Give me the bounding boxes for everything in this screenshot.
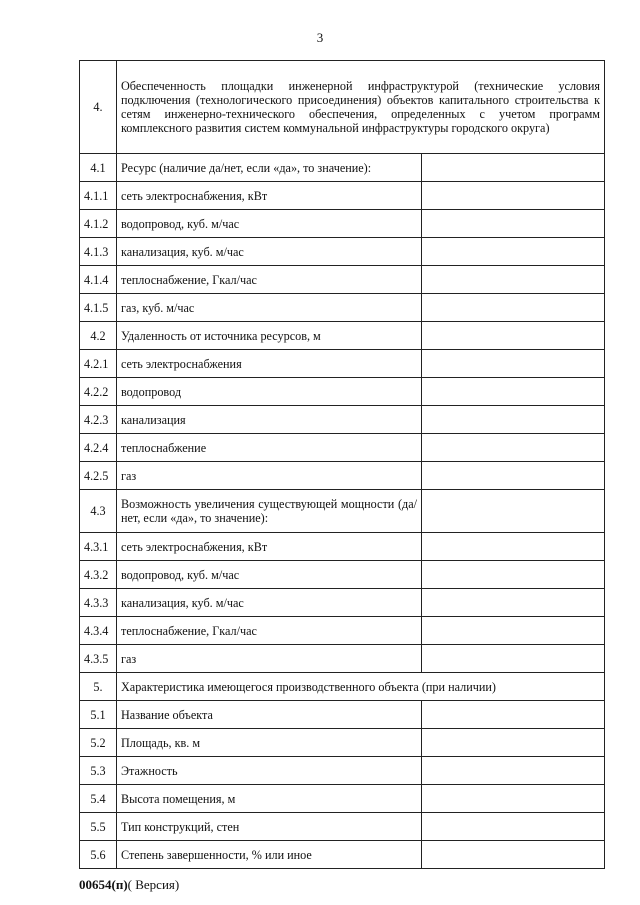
row-text: Тип конструкций, стен xyxy=(117,813,422,841)
row-text: теплоснабжение, Гкал/час xyxy=(117,266,422,294)
table-row xyxy=(80,785,605,813)
row-text: Название объекта xyxy=(117,701,422,729)
table-row xyxy=(80,617,605,645)
row-text: сеть электроснабжения xyxy=(117,350,422,378)
value-cell xyxy=(422,462,605,490)
infrastructure-table xyxy=(79,60,605,869)
table-row xyxy=(80,61,605,154)
table-row xyxy=(80,701,605,729)
table-row xyxy=(80,434,605,462)
row-text: водопровод xyxy=(117,378,422,406)
table-row xyxy=(80,841,605,869)
table-row xyxy=(80,350,605,378)
row-number: 4.3 xyxy=(80,490,117,533)
value-cell xyxy=(422,490,605,533)
value-cell xyxy=(422,322,605,350)
row-text: Площадь, кв. м xyxy=(117,729,422,757)
row-number: 4.3.5 xyxy=(80,645,117,673)
row-number: 4.2 xyxy=(80,322,117,350)
version-label: ( Версия) xyxy=(127,877,180,892)
row-number: 5.2 xyxy=(80,729,117,757)
row-number: 4.3.3 xyxy=(80,589,117,617)
value-cell xyxy=(422,701,605,729)
value-cell xyxy=(422,182,605,210)
row-text: Высота помещения, м xyxy=(117,785,422,813)
row-number: 4.1.1 xyxy=(80,182,117,210)
value-cell xyxy=(422,533,605,561)
value-cell xyxy=(422,266,605,294)
value-cell xyxy=(422,645,605,673)
table-row xyxy=(80,406,605,434)
row-number: 4.2.1 xyxy=(80,350,117,378)
row-text: газ, куб. м/час xyxy=(117,294,422,322)
row-number: 4.2.3 xyxy=(80,406,117,434)
row-number: 5.1 xyxy=(80,701,117,729)
row-text: Ресурс (наличие да/нет, если «да», то значение): xyxy=(117,154,422,182)
table-row xyxy=(80,154,605,182)
value-cell xyxy=(422,757,605,785)
value-cell xyxy=(422,785,605,813)
row-number: 4.1.3 xyxy=(80,238,117,266)
table-row xyxy=(80,266,605,294)
table-row xyxy=(80,210,605,238)
table-row xyxy=(80,238,605,266)
value-cell xyxy=(422,238,605,266)
table-row xyxy=(80,533,605,561)
row-number: 4. xyxy=(80,61,117,154)
row-text: водопровод, куб. м/час xyxy=(117,561,422,589)
value-cell xyxy=(422,378,605,406)
row-text: сеть электроснабжения, кВт xyxy=(117,533,422,561)
row-number: 4.2.2 xyxy=(80,378,117,406)
table-row xyxy=(80,589,605,617)
row-number: 5.4 xyxy=(80,785,117,813)
table-row xyxy=(80,490,605,533)
row-text: водопровод, куб. м/час xyxy=(117,210,422,238)
row-text: газ xyxy=(117,462,422,490)
row-number: 4.3.1 xyxy=(80,533,117,561)
row-number: 4.1.2 xyxy=(80,210,117,238)
row-text: Характеристика имеющегося производственного объекта (при наличии) xyxy=(117,673,605,701)
value-cell xyxy=(422,350,605,378)
table-row xyxy=(80,673,605,701)
row-number: 5.3 xyxy=(80,757,117,785)
row-number: 5.6 xyxy=(80,841,117,869)
table-row xyxy=(80,813,605,841)
row-text: газ xyxy=(117,645,422,673)
row-text: сеть электроснабжения, кВт xyxy=(117,182,422,210)
row-number: 5. xyxy=(80,673,117,701)
row-number: 4.2.4 xyxy=(80,434,117,462)
row-text: Степень завершенности, % или иное xyxy=(117,841,422,869)
document-code: 00654(п) xyxy=(79,877,128,892)
value-cell xyxy=(422,729,605,757)
value-cell xyxy=(422,406,605,434)
value-cell xyxy=(422,294,605,322)
value-cell xyxy=(422,589,605,617)
page-number: 3 xyxy=(316,30,324,45)
row-text: канализация, куб. м/час xyxy=(117,238,422,266)
row-number: 4.2.5 xyxy=(80,462,117,490)
table-row xyxy=(80,757,605,785)
value-cell xyxy=(422,617,605,645)
row-text: Обеспеченность площадки инженерной инфраструктурой (технические условия подключения (технологического присоединения) объектов капитального строительства к сетям инженерно-технического обеспечения, определенных с учетом программ комплексного развития систем коммунальной инфраструктуры городского округа) xyxy=(117,61,605,154)
row-text: Удаленность от источника ресурсов, м xyxy=(117,322,422,350)
value-cell xyxy=(422,841,605,869)
row-text: Возможность увеличения существующей мощности (да/нет, если «да», то значение): xyxy=(117,490,422,533)
row-number: 5.5 xyxy=(80,813,117,841)
table-row xyxy=(80,182,605,210)
row-text: канализация, куб. м/час xyxy=(117,589,422,617)
value-cell xyxy=(422,154,605,182)
table-row xyxy=(80,729,605,757)
value-cell xyxy=(422,210,605,238)
value-cell xyxy=(422,813,605,841)
row-text: Этажность xyxy=(117,757,422,785)
table-row xyxy=(80,378,605,406)
table-row xyxy=(80,645,605,673)
value-cell xyxy=(422,561,605,589)
row-text: теплоснабжение xyxy=(117,434,422,462)
table-row xyxy=(80,294,605,322)
row-number: 4.3.4 xyxy=(80,617,117,645)
footer-version xyxy=(79,877,179,893)
table-row xyxy=(80,561,605,589)
row-text: теплоснабжение, Гкал/час xyxy=(117,617,422,645)
row-text: канализация xyxy=(117,406,422,434)
table-row xyxy=(80,462,605,490)
row-number: 4.1 xyxy=(80,154,117,182)
value-cell xyxy=(422,434,605,462)
row-number: 4.3.2 xyxy=(80,561,117,589)
row-number: 4.1.4 xyxy=(80,266,117,294)
table-row xyxy=(80,322,605,350)
row-number: 4.1.5 xyxy=(80,294,117,322)
